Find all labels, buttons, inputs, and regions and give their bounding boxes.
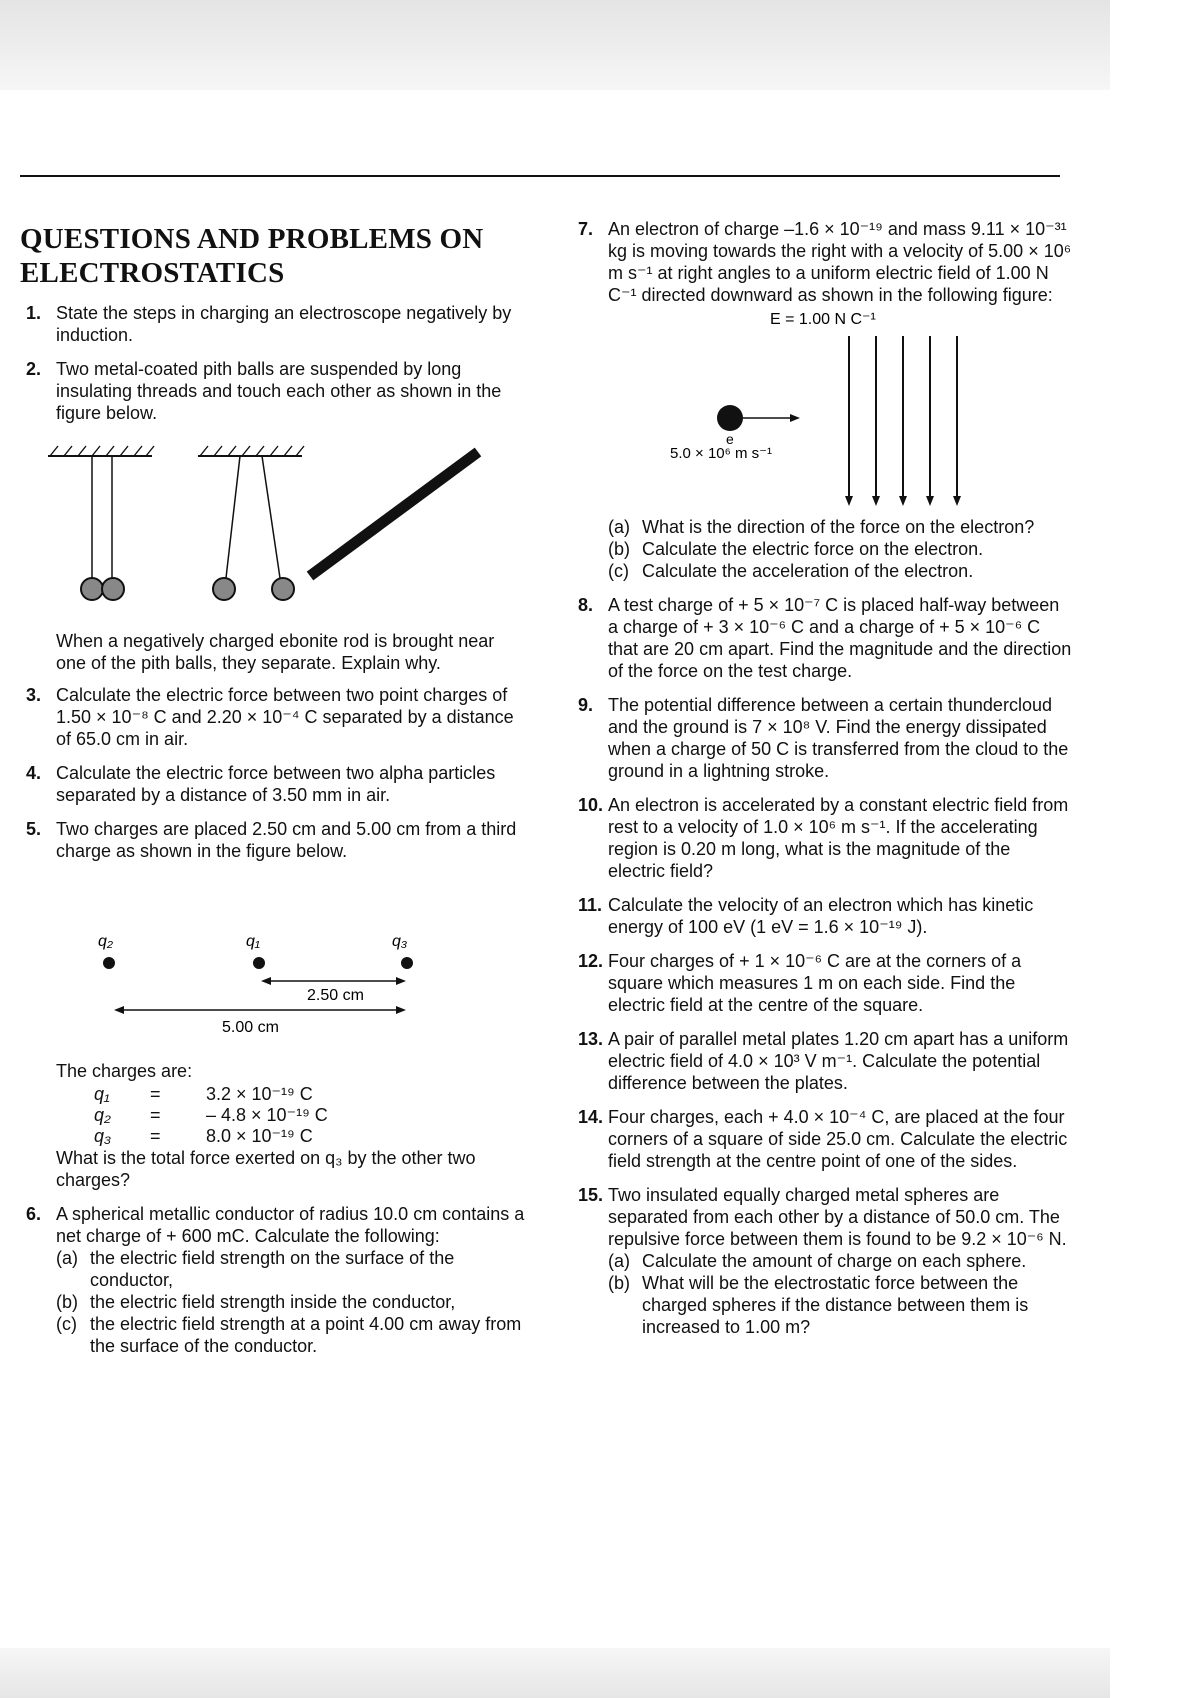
question-10 bbox=[572, 794, 1072, 882]
velocity-label: 5.0 × 10⁶ m s⁻¹ bbox=[670, 445, 773, 462]
scan-top-shading bbox=[0, 0, 1110, 90]
question-number: 12. bbox=[578, 951, 604, 971]
left-column bbox=[20, 222, 525, 1369]
question-number: 8. bbox=[578, 595, 594, 615]
question-number: 14. bbox=[578, 1107, 604, 1127]
part-label: (b) bbox=[56, 1292, 78, 1312]
question-text: Four charges of + 1 × 10⁻⁶ C are at the corners of a square which measures 1 m on each side. Find the electric field at the centre of the square. bbox=[608, 951, 1022, 1015]
page-title: QUESTIONS AND PROBLEMS ON ELECTROSTATICS bbox=[20, 223, 484, 289]
charge-label-q2: q₂ bbox=[98, 933, 113, 950]
pith-ball bbox=[272, 578, 294, 600]
question-part bbox=[608, 538, 1072, 560]
question-text: Two charges are placed 2.50 cm and 5.00 cm from a third charge as shown in the figure below. bbox=[56, 819, 517, 861]
question-text: A spherical metallic conductor of radius 10.0 cm contains a net charge of + 600 mC. Calculate the following: bbox=[56, 1204, 525, 1246]
charge-equals: = bbox=[150, 1126, 161, 1146]
question-text: A test charge of + 5 × 10⁻⁷ C is placed half-way between a charge of + 3 × 10⁻⁶ C and a charge of + 5 × 10⁻⁶ C that are 20 cm apart. Find the magnitude and the direction of the force on the test charge. bbox=[608, 595, 1072, 681]
electron-symbol: e bbox=[726, 431, 734, 447]
question-number: 10. bbox=[578, 795, 604, 815]
charge-q3 bbox=[401, 957, 413, 969]
question-part bbox=[608, 516, 1072, 538]
question-text: Four charges, each + 4.0 × 10⁻⁴ C, are placed at the four corners of a square of side 25.0 cm. Calculate the electric field strength at the centre point of one of the sides. bbox=[608, 1107, 1068, 1171]
charge-equals: = bbox=[150, 1105, 161, 1125]
question-part bbox=[56, 1313, 525, 1357]
question-text: An electron of charge –1.6 × 10⁻¹⁹ and mass 9.11 × 10⁻³¹ kg is moving towards the right with a velocity of 5.00 × 10⁶ m s⁻¹ at right angles to a uniform electric field of 1.00 N C⁻¹ directed downward as shown in the following figure: bbox=[608, 219, 1072, 305]
question-text: Calculate the velocity of an electron which has kinetic energy of 100 eV (1 eV = 1.6 × 10⁻¹⁹ J). bbox=[608, 895, 1034, 937]
electron-field-figure bbox=[572, 306, 1072, 516]
charge-name: q₃ bbox=[94, 1126, 112, 1146]
charge-value: 3.2 × 10⁻¹⁹ C bbox=[206, 1084, 313, 1104]
charge-name: q₂ bbox=[94, 1105, 111, 1125]
question-number: 9. bbox=[578, 695, 594, 715]
question-5 bbox=[20, 818, 525, 862]
question-number: 2. bbox=[26, 359, 42, 379]
question-text: The potential difference between a certain thundercloud and the ground is 7 × 10⁸ V. Find the energy dissipated when a charge of 50 C is transferred from the cloud to the ground in a lightning stroke. bbox=[608, 695, 1069, 781]
field-lines bbox=[849, 336, 957, 498]
part-label: (c) bbox=[608, 561, 629, 581]
ceiling-support-left bbox=[48, 446, 154, 456]
question-number: 11. bbox=[578, 895, 603, 915]
question-number: 6. bbox=[26, 1204, 42, 1224]
charge-q1 bbox=[253, 957, 265, 969]
distance-label-5-00: 5.00 cm bbox=[222, 1019, 279, 1036]
question-text: State the steps in charging an electroscope negatively by induction. bbox=[56, 303, 512, 345]
question-part bbox=[608, 1250, 1072, 1272]
question-3 bbox=[20, 684, 525, 750]
charge-row-q1 bbox=[56, 1084, 525, 1105]
thread bbox=[262, 456, 280, 578]
distance-label-2-50: 2.50 cm bbox=[307, 987, 364, 1004]
question-14 bbox=[572, 1106, 1072, 1172]
question-part bbox=[56, 1291, 525, 1313]
question-6 bbox=[20, 1203, 525, 1357]
charge-row-q3 bbox=[56, 1126, 525, 1147]
part-text: What will be the electrostatic force between the charged spheres if the distance between them is increased to 1.00 m? bbox=[642, 1273, 1029, 1337]
question-13 bbox=[572, 1028, 1072, 1094]
part-text: the electric field strength on the surface of the conductor, bbox=[90, 1248, 455, 1290]
right-column bbox=[572, 218, 1072, 1350]
question-number: 1. bbox=[26, 303, 42, 323]
question-number: 3. bbox=[26, 685, 42, 705]
header-rule bbox=[20, 175, 1060, 177]
question-text: Calculate the electric force between two point charges of 1.50 × 10⁻⁸ C and 2.20 × 10⁻⁴ C separated by a distance of 65.0 cm in air. bbox=[56, 685, 514, 749]
question-number: 5. bbox=[26, 819, 42, 839]
question-part bbox=[56, 1247, 525, 1291]
charge-label-q1: q₁ bbox=[246, 933, 260, 950]
thread bbox=[226, 456, 240, 578]
question-number: 13. bbox=[578, 1029, 604, 1049]
part-text: What is the direction of the force on the electron? bbox=[642, 517, 1035, 537]
part-label: (b) bbox=[608, 539, 630, 559]
question-body bbox=[608, 1184, 1072, 1338]
question-2-continuation: When a negatively charged ebonite rod is brought near one of the pith balls, they separate. Explain why. bbox=[56, 631, 495, 673]
question-text: Two metal-coated pith balls are suspended by long insulating threads and touch each other as shown in the figure below. bbox=[56, 359, 502, 423]
arrowhead bbox=[790, 414, 800, 422]
part-text: the electric field strength at a point 4.00 cm away from the surface of the conductor. bbox=[90, 1314, 522, 1356]
part-text: the electric field strength inside the conductor, bbox=[90, 1292, 456, 1312]
charges-list bbox=[56, 1060, 525, 1191]
charge-row-q2 bbox=[56, 1105, 525, 1126]
question-1 bbox=[20, 302, 525, 346]
question-5-prompt: What is the total force exerted on q₃ by the other two charges? bbox=[56, 1148, 476, 1190]
charge-value: 8.0 × 10⁻¹⁹ C bbox=[206, 1126, 313, 1146]
question-number: 4. bbox=[26, 763, 42, 783]
question-text: Two insulated equally charged metal spheres are separated from each other by a distance of 50.0 cm. The repulsive force between them is found to be 9.2 × 10⁻⁶ N. bbox=[608, 1185, 1067, 1249]
arrowhead bbox=[396, 1006, 406, 1014]
question-11 bbox=[572, 894, 1072, 938]
question-12 bbox=[572, 950, 1072, 1016]
part-label: (b) bbox=[608, 1273, 630, 1293]
question-2 bbox=[20, 358, 525, 424]
charge-q2 bbox=[103, 957, 115, 969]
pith-ball bbox=[102, 578, 124, 600]
electron bbox=[717, 405, 743, 431]
three-charges-figure bbox=[20, 892, 500, 1042]
field-arrowheads bbox=[845, 496, 961, 506]
charge-label-q3: q₃ bbox=[392, 933, 408, 950]
question-part bbox=[608, 560, 1072, 582]
question-number: 7. bbox=[578, 219, 594, 239]
charge-name: q₁ bbox=[94, 1084, 110, 1104]
part-label: (a) bbox=[608, 1251, 630, 1271]
part-text: Calculate the electric force on the electron. bbox=[642, 539, 984, 559]
question-number: 15. bbox=[578, 1185, 604, 1205]
part-text: Calculate the amount of charge on each sphere. bbox=[642, 1251, 1027, 1271]
part-label: (a) bbox=[608, 517, 630, 537]
arrowhead bbox=[261, 977, 271, 985]
question-text: Calculate the electric force between two alpha particles separated by a distance of 3.50 mm in air. bbox=[56, 763, 496, 805]
question-text: An electron is accelerated by a constant electric field from rest to a velocity of 1.0 × 10⁶ m s⁻¹. If the accelerating region is 0.20 m long, what is the magnitude of the electric field? bbox=[608, 795, 1069, 881]
ceiling-support-right bbox=[198, 446, 304, 456]
pith-ball bbox=[81, 578, 103, 600]
question-7-parts bbox=[608, 516, 1072, 582]
question-9 bbox=[572, 694, 1072, 782]
charge-value: – 4.8 × 10⁻¹⁹ C bbox=[206, 1105, 328, 1125]
field-label: E = 1.00 N C⁻¹ bbox=[770, 311, 876, 328]
question-8 bbox=[572, 594, 1072, 682]
question-part bbox=[608, 1272, 1072, 1338]
part-label: (a) bbox=[56, 1248, 78, 1268]
question-7 bbox=[572, 218, 1072, 306]
pith-balls-figure bbox=[40, 430, 510, 630]
part-text: Calculate the acceleration of the electron. bbox=[642, 561, 974, 581]
arrowhead bbox=[396, 977, 406, 985]
question-4 bbox=[20, 762, 525, 806]
question-body bbox=[56, 1203, 525, 1357]
arrowhead bbox=[114, 1006, 124, 1014]
question-text: A pair of parallel metal plates 1.20 cm apart has a uniform electric field of 4.0 × 10³ V m⁻¹. Calculate the potential difference between the plates. bbox=[608, 1029, 1069, 1093]
part-label: (c) bbox=[56, 1314, 77, 1334]
scan-bottom-shading bbox=[0, 1648, 1110, 1698]
ebonite-rod bbox=[310, 452, 478, 576]
pith-ball bbox=[213, 578, 235, 600]
charges-intro: The charges are: bbox=[56, 1061, 193, 1081]
question-15 bbox=[572, 1184, 1072, 1338]
charge-equals: = bbox=[150, 1084, 161, 1104]
